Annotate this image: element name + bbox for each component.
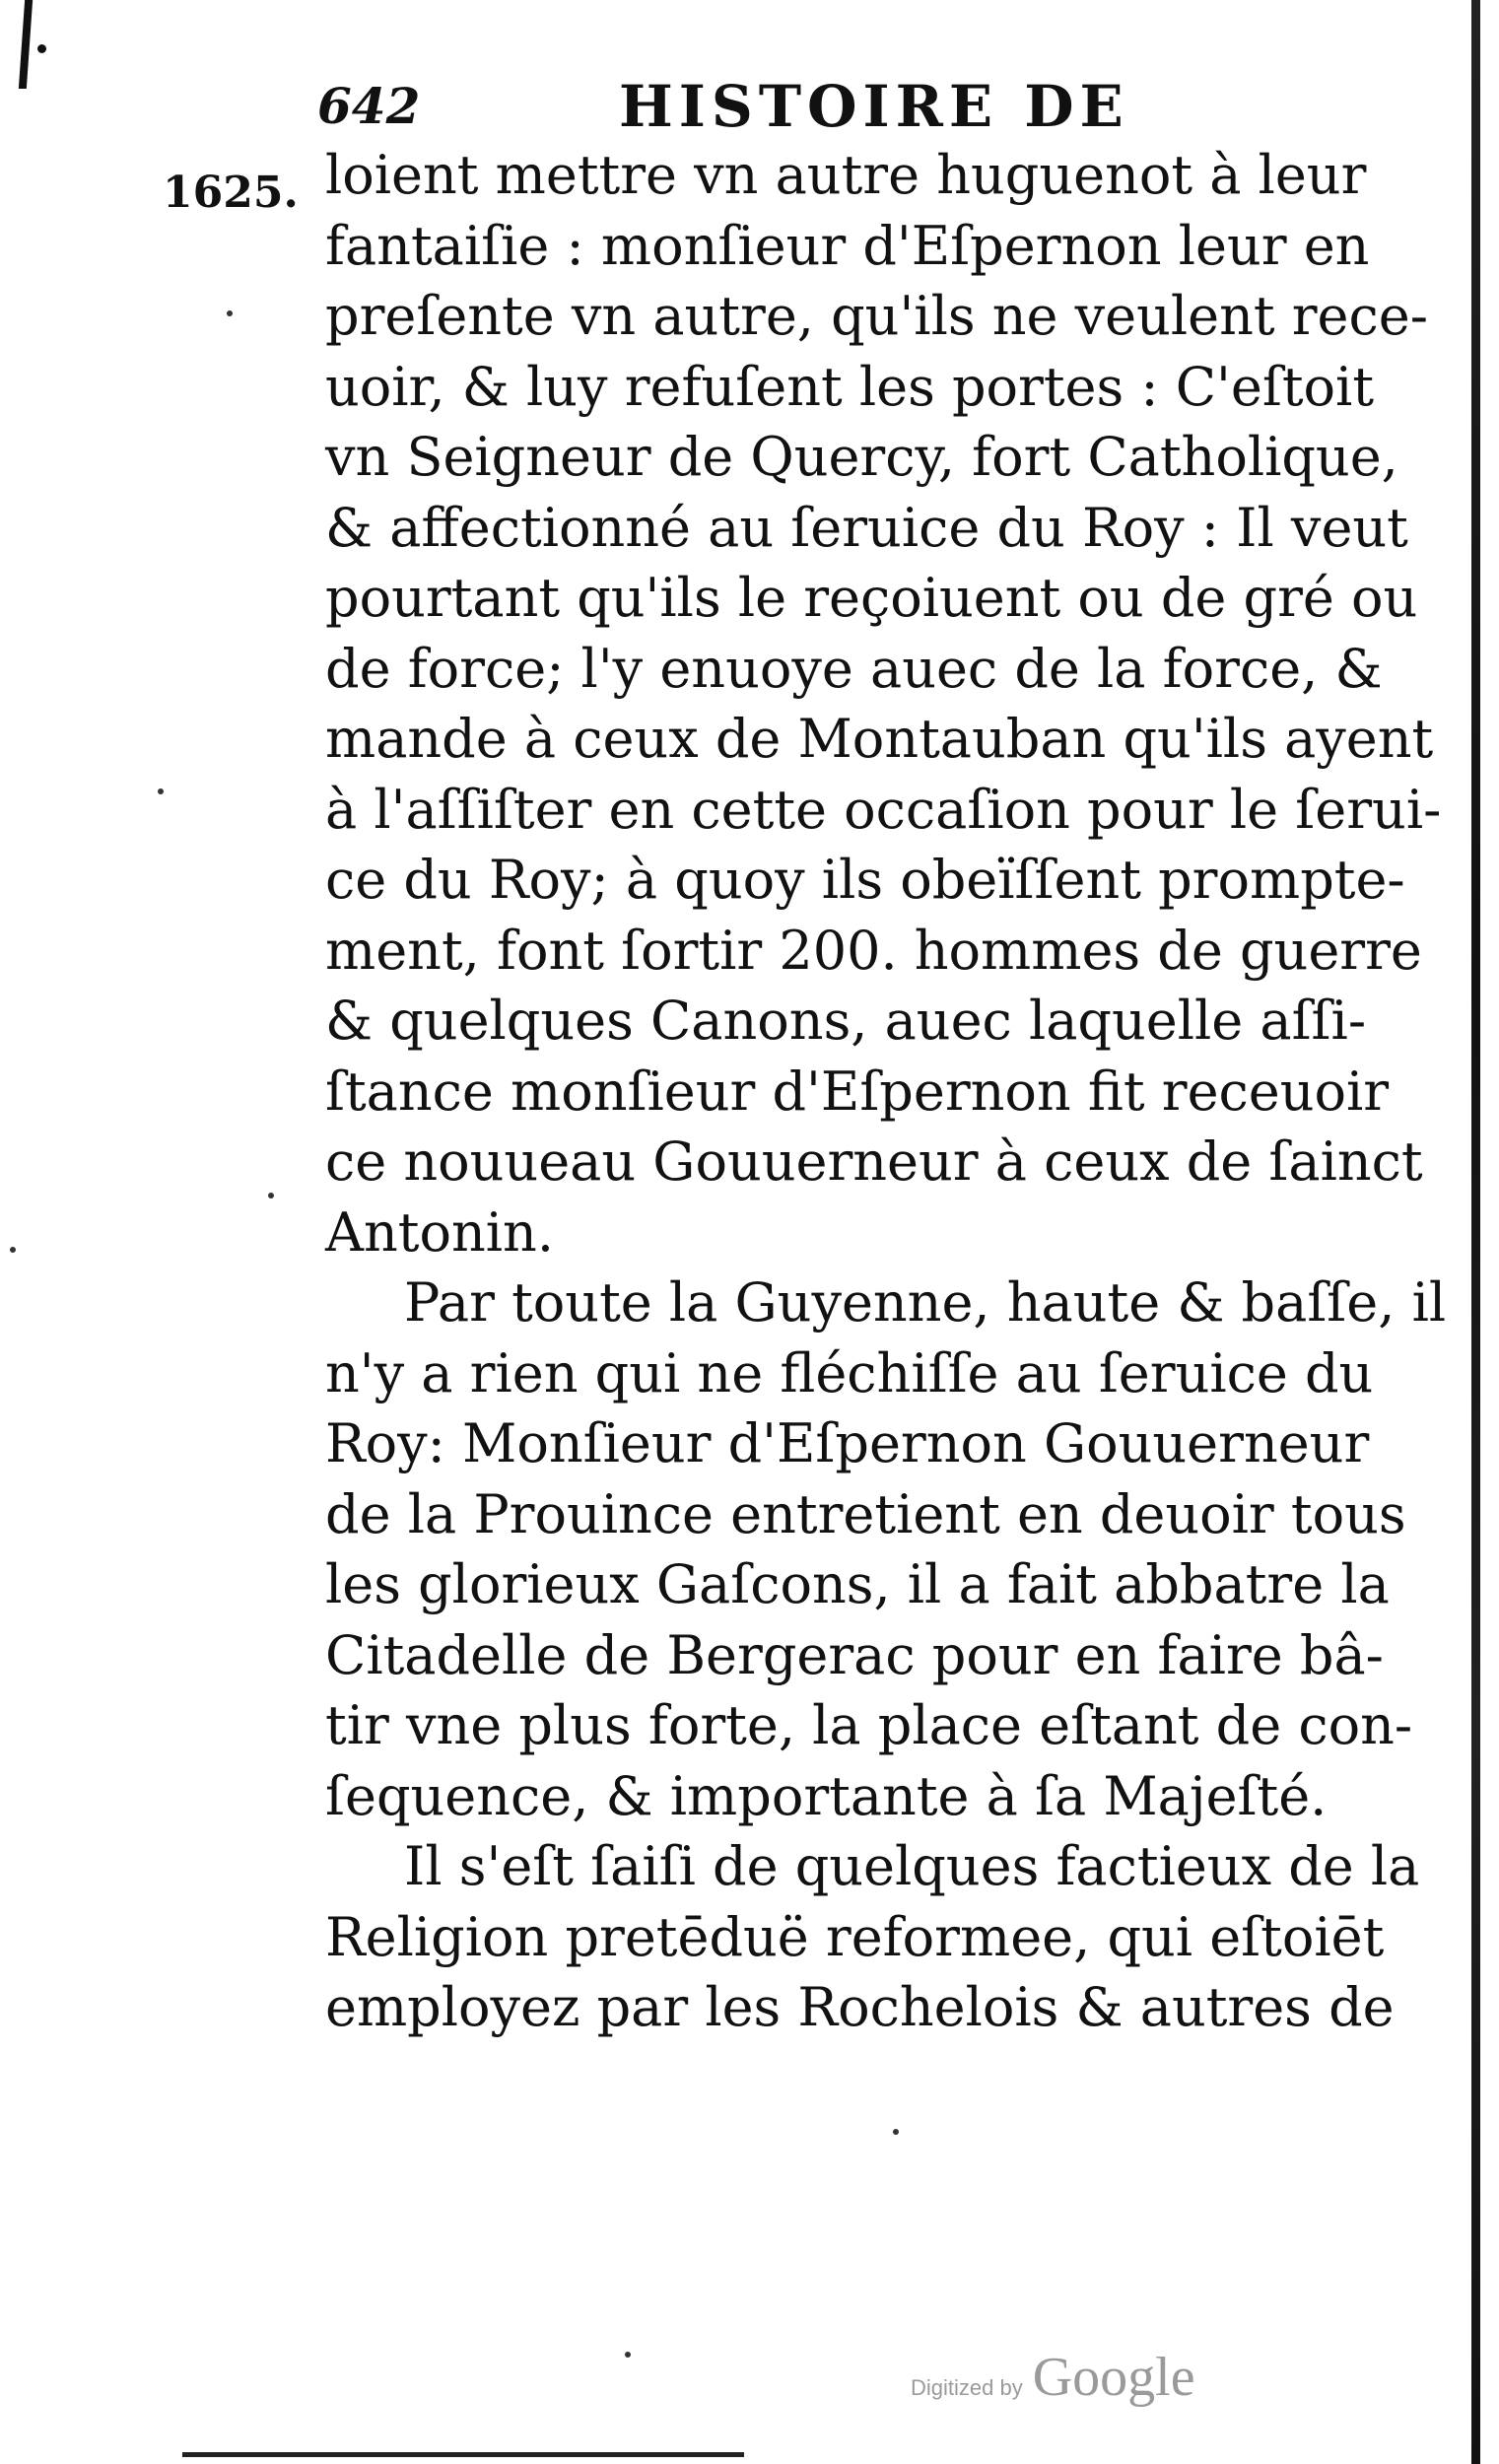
text-line: Religion pretēduë reformee, qui eſtoiēt — [325, 1905, 1385, 1968]
scan-edge-right — [1471, 0, 1480, 2464]
text-line: ſtance monſieur d'Eſpernon fit receuoir — [325, 1060, 1390, 1123]
body-text — [325, 140, 1447, 2043]
text-line: ce nouueau Gouuerneur à ceux de ſainct — [325, 1130, 1423, 1193]
ink-speck — [158, 788, 164, 794]
text-line: & quelques Canons, auec laquelle aſſi- — [325, 990, 1367, 1052]
ink-speck — [625, 2352, 631, 2358]
ink-speck — [10, 1247, 16, 1253]
text-line: employez par les Rochelois & autres de — [325, 1976, 1395, 2038]
text-line: à l'aſſiſter en cette occaſion pour le ſerui- — [325, 778, 1442, 841]
page-header — [317, 73, 1362, 140]
watermark-prefix: Digitized by — [911, 2375, 1023, 2400]
ink-speck — [227, 310, 233, 316]
ink-speck — [893, 2129, 899, 2135]
text-line: preſente vn autre, qu'ils ne veulent rece- — [325, 285, 1428, 347]
margin-year: 1625. — [163, 168, 299, 218]
text-line: les glorieux Gaſcons, il a fait abbatre la — [325, 1553, 1390, 1615]
paragraph-start-line: Il s'eſt ſaiſi de quelques factieux de la — [404, 1835, 1420, 1897]
scan-edge-bottom — [182, 2452, 744, 2457]
text-line: ment, font ſortir 200. hommes de guerre — [325, 919, 1422, 982]
scan-edge-left — [19, 0, 33, 89]
text-line: loient mettre vn autre huguenot à leur — [325, 144, 1367, 206]
text-line: de la Prouince entretient en deuoir tous — [325, 1482, 1406, 1545]
text-line: tir vne plus forte, la place eſtant de con- — [325, 1694, 1413, 1756]
paragraph-start-line: Par toute la Guyenne, haute & baſſe, il — [404, 1271, 1447, 1334]
text-line: pourtant qu'ils le reçoiuent ou de gré ou — [325, 567, 1418, 629]
text-line: n'y a rien qui ne fléchiſſe au ſeruice du — [325, 1341, 1374, 1404]
text-line: Roy: Monſieur d'Eſpernon Gouuerneur — [325, 1412, 1370, 1474]
text-line: uoir, & luy refuſent les portes : C'eſtoit — [325, 355, 1375, 418]
page-number: 642 — [317, 77, 421, 135]
text-line: fantaiſie : monſieur d'Eſpernon leur en — [325, 214, 1370, 277]
digitization-watermark — [911, 2346, 1195, 2409]
running-title: HISTOIRE DE — [619, 73, 1129, 140]
text-line: mande à ceux de Montauban qu'ils ayent — [325, 708, 1434, 770]
text-line: Citadelle de Bergerac pour en faire bâ- — [325, 1623, 1384, 1686]
text-line: ſequence, & importante à ſa Majeſté. — [325, 1764, 1328, 1827]
text-line: ce du Roy; à quoy ils obeïſſent prompte- — [325, 849, 1405, 911]
text-line: & affectionné au ſeruice du Roy : Il veut — [325, 496, 1408, 559]
watermark-brand: Google — [1032, 2347, 1195, 2408]
text-line: vn Seigneur de Quercy, fort Catholique, — [325, 426, 1398, 488]
text-line: de force; l'y enuoye auec de la force, & — [325, 637, 1383, 700]
text-line: Antonin. — [325, 1200, 554, 1264]
ink-speck — [268, 1193, 274, 1198]
scan-speck — [37, 44, 46, 53]
